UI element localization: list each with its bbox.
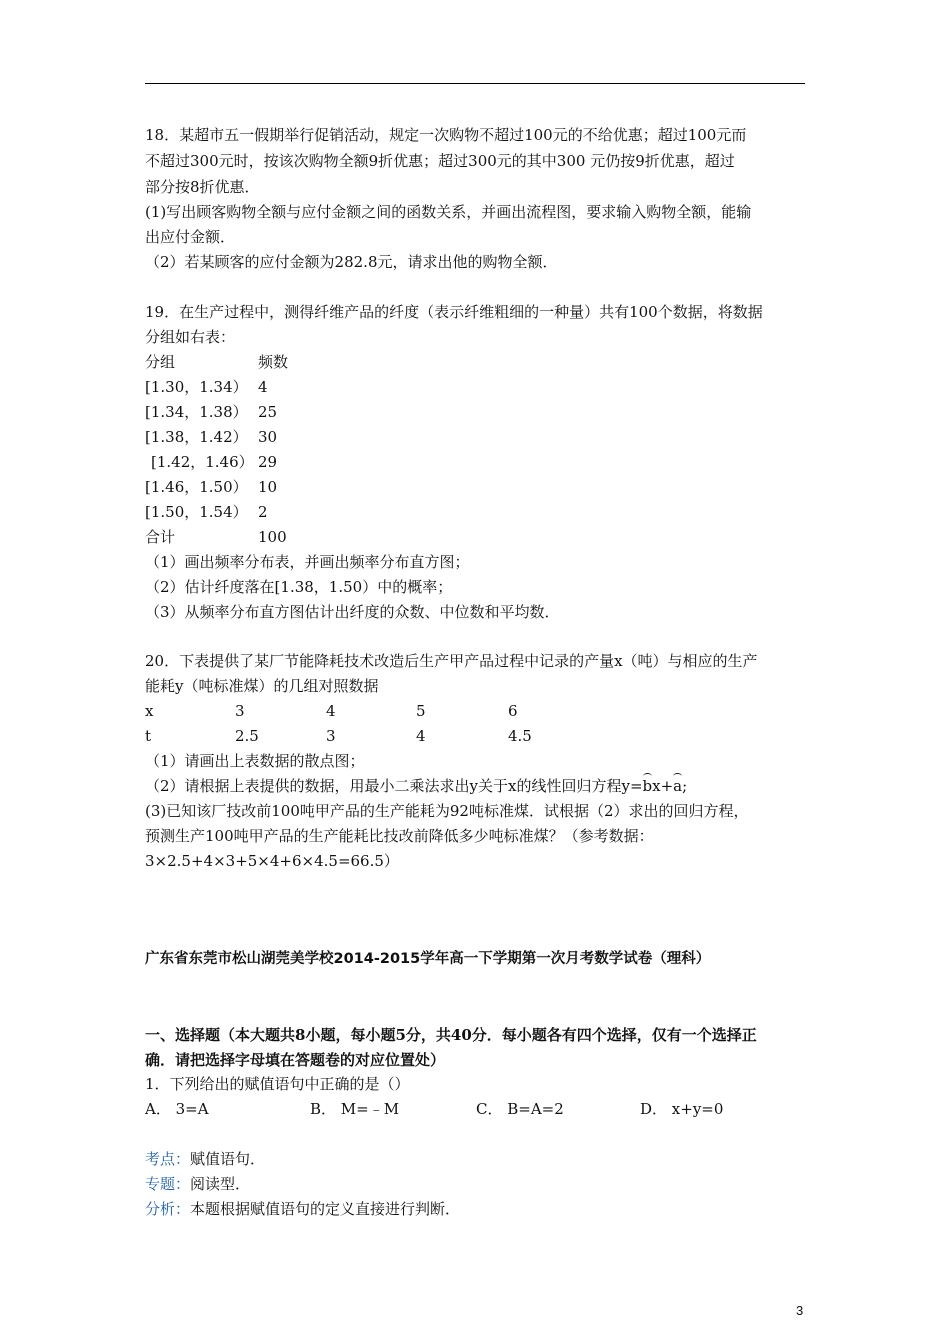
q18-line: 18．某超市五一假期举行促销活动，规定一次购物不超过100元的不给优惠；超过100元而	[145, 126, 747, 144]
q18-line: （2）若某顾客的应付金额为282.8元，请求出他的购物全额．	[145, 253, 558, 271]
table-cell-interval: [1.46，1.50）	[145, 478, 248, 496]
table-cell: 5	[416, 702, 426, 720]
q19-intro-line: 分组如右表：	[145, 328, 236, 346]
table-cell-interval: [1.50，1.54）	[145, 503, 248, 521]
table-cell-count: 30	[258, 428, 278, 446]
coefficient-b-hat: b	[642, 777, 653, 795]
table-cell-interval: [1.42，1.46）	[151, 453, 254, 471]
q1-option-a: A． 3=A	[145, 1100, 209, 1118]
table-cell: 3	[326, 727, 336, 745]
q18-line: 不超过300元时，按该次购物全额9折优惠；超过300元的其中300 元仍按9折优惠，超过	[145, 152, 735, 170]
q20-part-2-text: （2）请根据上表提供的数据，用最小二乘法求出y关于x的线性回归方程	[145, 777, 622, 795]
table-cell-count: 29	[258, 453, 278, 471]
table-cell: 2.5	[235, 727, 259, 745]
q1-option-b: B． M=﹣M	[310, 1100, 400, 1118]
analysis-text: 赋值语句．	[190, 1150, 266, 1168]
table-cell: 4	[326, 702, 336, 720]
section-heading-line: 确．请把选择字母填在答题卷的对应位置处）	[145, 1051, 446, 1069]
q19-part: （1）画出频率分布表，并画出频率分布直方图；	[145, 553, 470, 571]
q20-intro-line: 能耗y（吨标准煤）的几组对照数据	[145, 677, 379, 695]
q1-option-d: D． x+y=0	[640, 1100, 724, 1118]
q19-part: （2）估计纤度落在[1.38，1.50）中的概率；	[145, 578, 453, 596]
table-cell-interval: [1.30，1.34）	[145, 378, 248, 396]
analysis-text: 本题根据赋值语句的定义直接进行判断．	[190, 1200, 461, 1218]
q19-intro-line: 19．在生产过程中，测得纤维产品的纤度（表示纤维粗细的一种量）共有100个数据，将数据	[145, 303, 763, 321]
analysis-fenxi	[145, 1199, 460, 1219]
section-heading-line: 一、选择题（本大题共8小题，每小题5分，共40分．每小题各有四个选择，仅有一个选择正	[145, 1026, 757, 1044]
table-cell-count: 2	[258, 503, 268, 521]
table-cell: 4	[416, 727, 426, 745]
q18-line: (1)写出顾客购物全额与应付金额之间的函数关系，并画出流程图，要求输入购物全额，能输	[145, 203, 752, 221]
analysis-label: 专题：	[145, 1175, 191, 1193]
q18-line: 出应付金额．	[145, 228, 236, 246]
analysis-zhuanti	[145, 1174, 250, 1194]
table-cell-count: 10	[258, 478, 278, 496]
q18-line: 部分按8折优惠．	[145, 178, 260, 196]
table-header-count: 频数	[258, 353, 289, 371]
table-cell-total-value: 100	[258, 528, 287, 546]
q1-stem: 1．下列给出的赋值语句中正确的是（）	[145, 1075, 410, 1093]
q20-part-3-line: 3×2.5+4×3+5×4+6×4.5=66.5）	[145, 852, 399, 870]
q20-part-3-line: (3)已知该厂技改前100吨甲产品的生产能耗为92吨标准煤．试根据（2）求出的回归方程，	[145, 802, 749, 820]
regression-end: ;	[682, 777, 688, 795]
header-rule	[145, 83, 805, 84]
table-cell-interval: [1.38，1.42）	[145, 428, 248, 446]
table-header-group: 分组	[145, 353, 176, 371]
analysis-kaodian	[145, 1149, 265, 1169]
table-cell: 4.5	[508, 727, 532, 745]
regression-x-plus: x+	[652, 777, 674, 795]
analysis-label: 考点：	[145, 1150, 191, 1168]
table-cell-interval: [1.34，1.38）	[145, 403, 248, 421]
q20-part-1: （1）请画出上表数据的散点图；	[145, 752, 365, 770]
table-cell-total-label: 合计	[145, 528, 176, 546]
exam-title: 广东省东莞市松山湖莞美学校2014-2015学年高一下学期第一次月考数学试卷（理科）	[145, 951, 711, 967]
table-row-label: x	[145, 702, 154, 720]
q19-part: （3）从频率分布直方图估计出纤度的众数、中位数和平均数．	[145, 603, 560, 621]
regression-y: y=	[621, 777, 643, 795]
analysis-label: 分析：	[145, 1200, 191, 1218]
table-row-label: t	[145, 727, 152, 745]
table-cell: 6	[508, 702, 518, 720]
q20-part-3-line: 预测生产100吨甲产品的生产能耗比技改前降低多少吨标准煤？（参考数据：	[145, 827, 654, 845]
coefficient-a-hat: a	[673, 777, 683, 795]
q1-option-c: C． B=A=2	[476, 1100, 564, 1118]
page-number: 3	[796, 1303, 804, 1318]
analysis-text: 阅读型．	[190, 1175, 251, 1193]
table-cell: 3	[235, 702, 245, 720]
table-cell-count: 25	[258, 403, 278, 421]
q20-part-2	[145, 776, 687, 796]
q20-intro-line: 20．下表提供了某厂节能降耗技术改造后生产甲产品过程中记录的产量x（吨）与相应的生产	[145, 652, 758, 670]
table-cell-count: 4	[258, 378, 268, 396]
